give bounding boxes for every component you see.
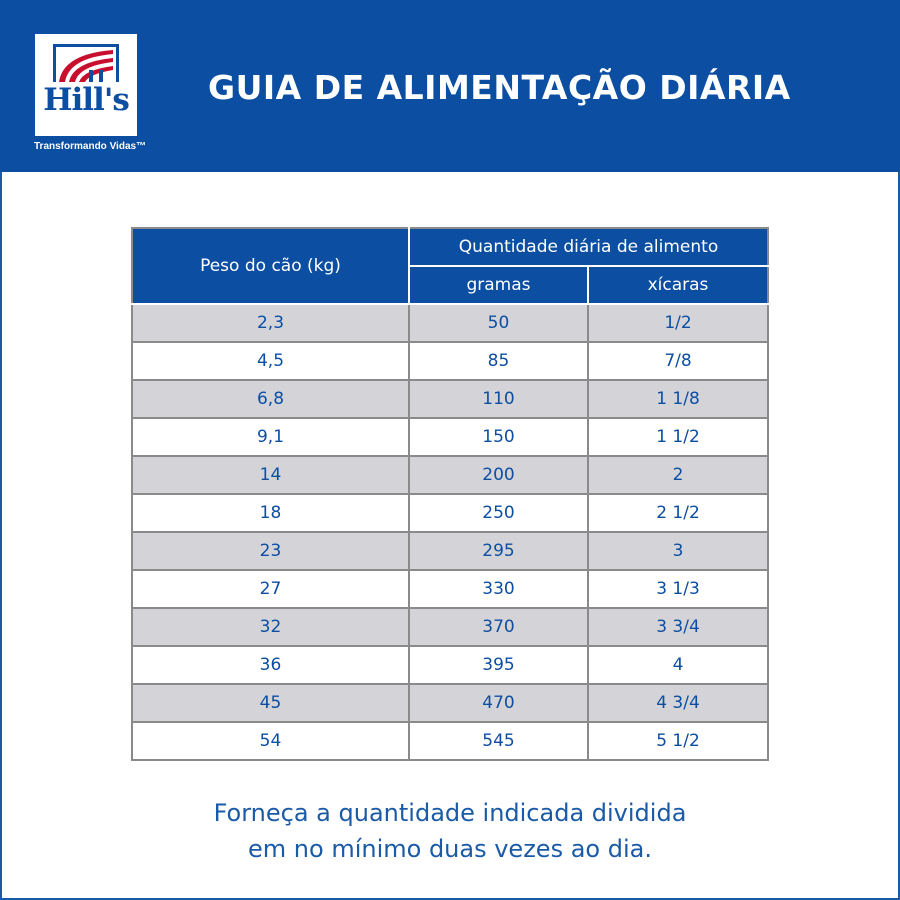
grams-cell: 370 [409, 608, 588, 646]
grams-cell: 150 [409, 418, 588, 456]
feeding-instruction [0, 795, 900, 867]
cups-cell: 3 [588, 532, 768, 570]
grams-column-header: gramas [409, 266, 588, 304]
cups-cell: 3 3/4 [588, 608, 768, 646]
weight-cell: 4,5 [132, 342, 409, 380]
grams-cell: 545 [409, 722, 588, 760]
cups-cell: 7/8 [588, 342, 768, 380]
weight-cell: 18 [132, 494, 409, 532]
grams-cell: 330 [409, 570, 588, 608]
instruction-line-1: Forneça a quantidade indicada dividida [213, 799, 687, 827]
table-row [132, 342, 768, 380]
weight-cell: 2,3 [132, 304, 409, 342]
table-row [132, 722, 768, 760]
weight-cell: 14 [132, 456, 409, 494]
hills-logo [35, 34, 137, 136]
grams-cell: 50 [409, 304, 588, 342]
table-row [132, 304, 768, 342]
cups-cell: 1 1/2 [588, 418, 768, 456]
weight-cell: 27 [132, 570, 409, 608]
table-row [132, 570, 768, 608]
table-row [132, 380, 768, 418]
table-row [132, 456, 768, 494]
cups-cell: 1 1/8 [588, 380, 768, 418]
cups-cell: 2 [588, 456, 768, 494]
cups-cell: 4 [588, 646, 768, 684]
table-row [132, 646, 768, 684]
grams-cell: 470 [409, 684, 588, 722]
grams-cell: 110 [409, 380, 588, 418]
table-row [132, 684, 768, 722]
weight-cell: 54 [132, 722, 409, 760]
cups-cell: 4 3/4 [588, 684, 768, 722]
table-row [132, 608, 768, 646]
header-banner [0, 0, 900, 172]
grams-cell: 200 [409, 456, 588, 494]
table-row [132, 532, 768, 570]
instruction-line-2: em no mínimo duas vezes ao dia. [248, 835, 652, 863]
logo-tagline: Transformando Vidas™ [34, 141, 147, 152]
weight-cell: 32 [132, 608, 409, 646]
cups-column-header: xícaras [588, 266, 768, 304]
weight-cell: 6,8 [132, 380, 409, 418]
table-row [132, 418, 768, 456]
grams-cell: 295 [409, 532, 588, 570]
cups-cell: 3 1/3 [588, 570, 768, 608]
weight-cell: 45 [132, 684, 409, 722]
cups-cell: 5 1/2 [588, 722, 768, 760]
feeding-table [131, 227, 769, 761]
hills-logo-mark-icon [43, 40, 129, 84]
cups-cell: 2 1/2 [588, 494, 768, 532]
quantity-column-header: Quantidade diária de alimento [409, 228, 768, 266]
table-row [132, 494, 768, 532]
weight-cell: 9,1 [132, 418, 409, 456]
weight-column-header: Peso do cão (kg) [132, 228, 409, 304]
weight-cell: 23 [132, 532, 409, 570]
weight-cell: 36 [132, 646, 409, 684]
cups-cell: 1/2 [588, 304, 768, 342]
grams-cell: 395 [409, 646, 588, 684]
grams-cell: 85 [409, 342, 588, 380]
table-body [132, 304, 768, 760]
grams-cell: 250 [409, 494, 588, 532]
page-title: GUIA DE ALIMENTAÇÃO DIÁRIA [208, 68, 791, 107]
logo-wordmark: Hill's [43, 82, 129, 118]
